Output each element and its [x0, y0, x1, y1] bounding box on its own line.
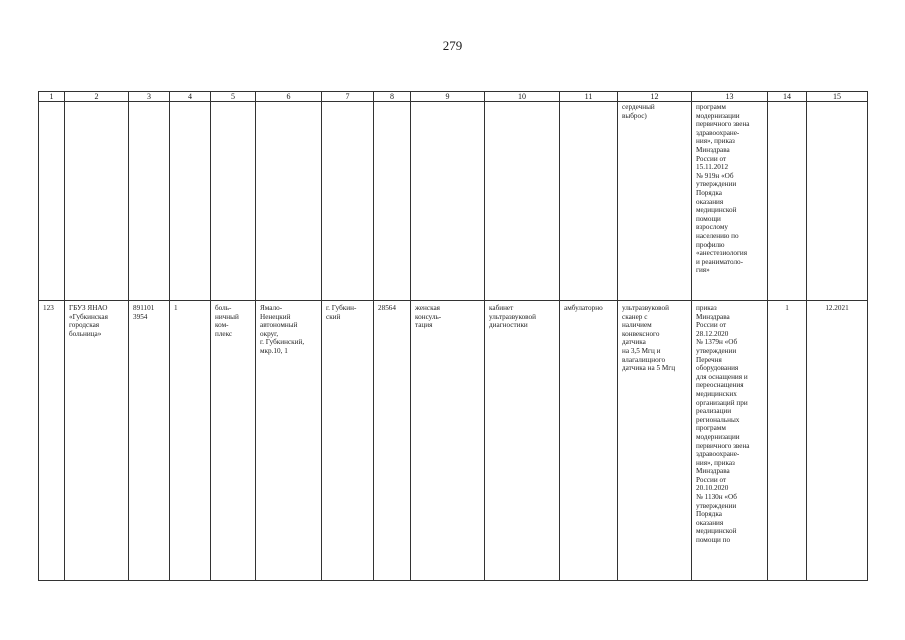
quantity-cell: 1: [768, 301, 807, 581]
table-row-continuation: [39, 102, 868, 301]
table-cell: 28564: [374, 301, 411, 581]
header-cell: 12: [618, 92, 692, 102]
table-cell: [129, 102, 170, 301]
table-cell: 1: [170, 301, 211, 581]
header-cell: 1: [39, 92, 65, 102]
row-number-cell: 123: [39, 301, 65, 581]
header-cell: 15: [807, 92, 868, 102]
equipment-cell: ультразвуковой сканер с наличием конвексного датчика на 3,5 Мгц и влагалищного датчика на 5 Мгц: [618, 301, 692, 581]
table-cell: [170, 102, 211, 301]
header-cell: 13: [692, 92, 768, 102]
department-cell: женская консуль- тация: [411, 301, 485, 581]
table-cell: [768, 102, 807, 301]
table-cell: [485, 102, 560, 301]
cabinet-cell: кабинет ультразвуковой диагностики: [485, 301, 560, 581]
table-cell: [256, 102, 322, 301]
table-cell: [211, 102, 256, 301]
table-row-123: [39, 301, 868, 581]
legal-basis-cell: программ модернизации первичного звена здравоохране- ния», приказ Минздрава России от 15.11.2012 № 919н «Об утверждении Порядка оказания медицинской помощи взрослому населению по профилю «анестезиология и реаниматоло- гия»: [692, 102, 768, 301]
header-cell: 9: [411, 92, 485, 102]
inn-cell: 891101 3954: [129, 301, 170, 581]
organization-cell: ГБУЗ ЯНАО «Губкинская городская больница»: [65, 301, 129, 581]
page-number: 279: [442, 38, 463, 53]
table-cell: [322, 102, 374, 301]
header-cell: 8: [374, 92, 411, 102]
building-type-cell: боль- ничный ком- плекс: [211, 301, 256, 581]
table-cell: [807, 102, 868, 301]
header-cell: 2: [65, 92, 129, 102]
header-cell: 6: [256, 92, 322, 102]
header-cell: 3: [129, 92, 170, 102]
legal-basis-cell: приказ Минздрава России от 28.12.2020 № 1379н «Об утверждении Перечня оборудования для оснащения и переоснащения медицинских организаций при реализации региональных программ модернизации первичного звена здравоохране- ния», приказ Минздрава России от 20.10.2020 № 1130н «Об утверждении Порядка оказания медицинской помощи по: [692, 301, 768, 581]
header-cell: 11: [560, 92, 618, 102]
table-cell: [39, 102, 65, 301]
table-cell: [374, 102, 411, 301]
care-mode-cell: амбулаторно: [560, 301, 618, 581]
header-cell: 7: [322, 92, 374, 102]
table-cell: [411, 102, 485, 301]
equipment-table: [38, 91, 868, 581]
city-cell: г. Губкин- ский: [322, 301, 374, 581]
table-cell: [560, 102, 618, 301]
equipment-cell: сердечный выброс): [618, 102, 692, 301]
header-cell: 5: [211, 92, 256, 102]
table-cell: [65, 102, 129, 301]
header-cell: 4: [170, 92, 211, 102]
header-cell: 14: [768, 92, 807, 102]
header-cell: 10: [485, 92, 560, 102]
date-cell: 12.2021: [807, 301, 868, 581]
address-cell: Ямало- Ненецкий автономный округ, г. Губкинский, мкр.10, 1: [256, 301, 322, 581]
table-header-row: [39, 92, 868, 102]
